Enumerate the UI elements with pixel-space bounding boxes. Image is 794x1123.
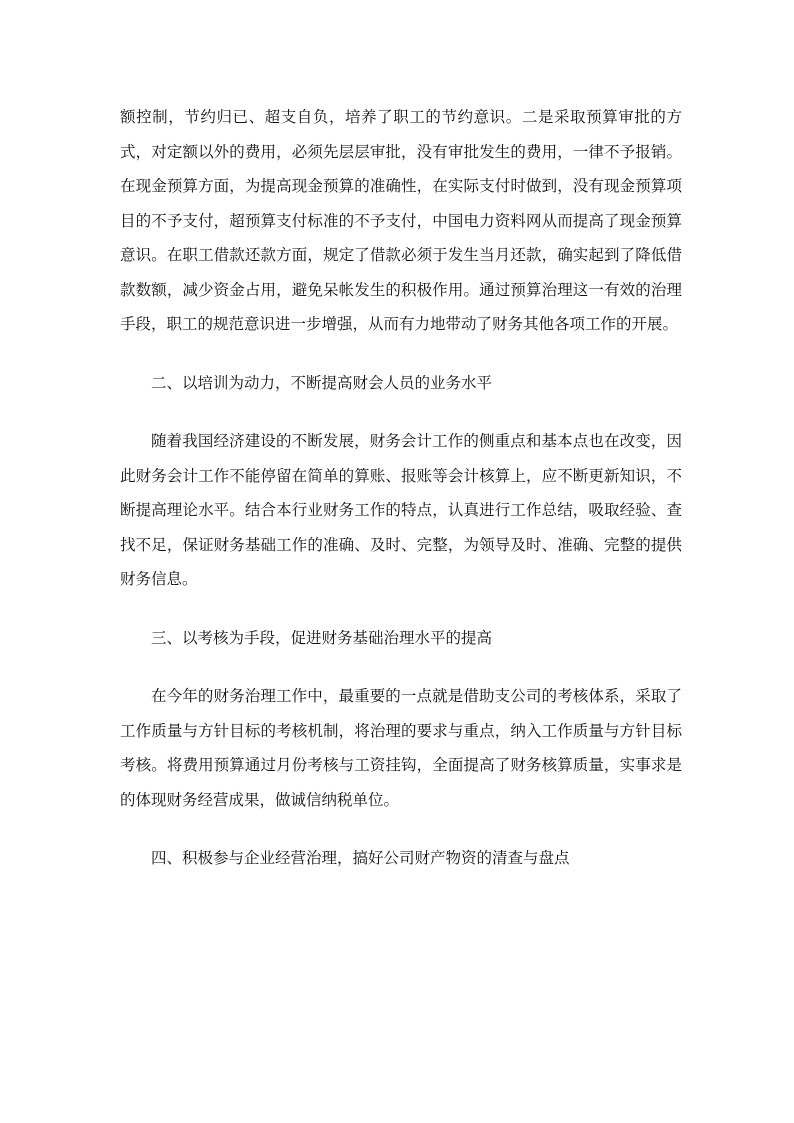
body-paragraph: 随着我国经济建设的不断发展，财务会计工作的侧重点和基本点也在改变，因此财务会计工作不能停留在简单的算账、报账等会计核算上，应不断更新知识，不断提高理论水平。结合本行业财务工作的特点，认真进行工作总结，吸取经验、查找不足，保证财务基础工作的准确、及时、完整，为领导及时、准确、完整的提供财务信息。 bbox=[120, 432, 682, 588]
body-paragraph: 在今年的财务治理工作中，最重要的一点就是借助支公司的考核体系，采取了工作质量与方针目标的考核机制，将治理的要求与重点，纳入工作质量与方针目标考核。将费用预算通过月份考核与工资挂钩，全面提高了财务核算质量，实事求是的体现财务经营成果，做诚信纳税单位。 bbox=[120, 687, 682, 809]
section-heading: 二、以培训为动力，不断提高财会人员的业务水平 bbox=[151, 373, 493, 392]
document-body bbox=[120, 100, 682, 900]
section-heading: 四、积极参与企业经营治理，搞好公司财产物资的清查与盘点 bbox=[151, 849, 570, 867]
section-heading: 三、以考核为手段，促进财务基础治理水平的提高 bbox=[151, 628, 493, 647]
body-paragraph: 额控制，节约归已、超支自负，培养了职工的节约意识。二是采取预算审批的方式，对定额以外的费用，必须先层层审批，没有审批发生的费用，一律不予报销。在现金预算方面，为提高现金预算的准确性，在实际支付时做到，没有现金预算项目的不予支付，超预算支付标准的不予支付，中国电力资料网从而提高了现金预算意识。在职工借款还款方面，规定了借款必须于发生当月还款，确实起到了降低借款数额，减少资金占用，避免呆帐发生的积极作用。通过预算治理这一有效的治理手段，职工的规范意识进一步增强，从而有力地带动了财务其他各项工作的开展。 bbox=[120, 108, 682, 333]
